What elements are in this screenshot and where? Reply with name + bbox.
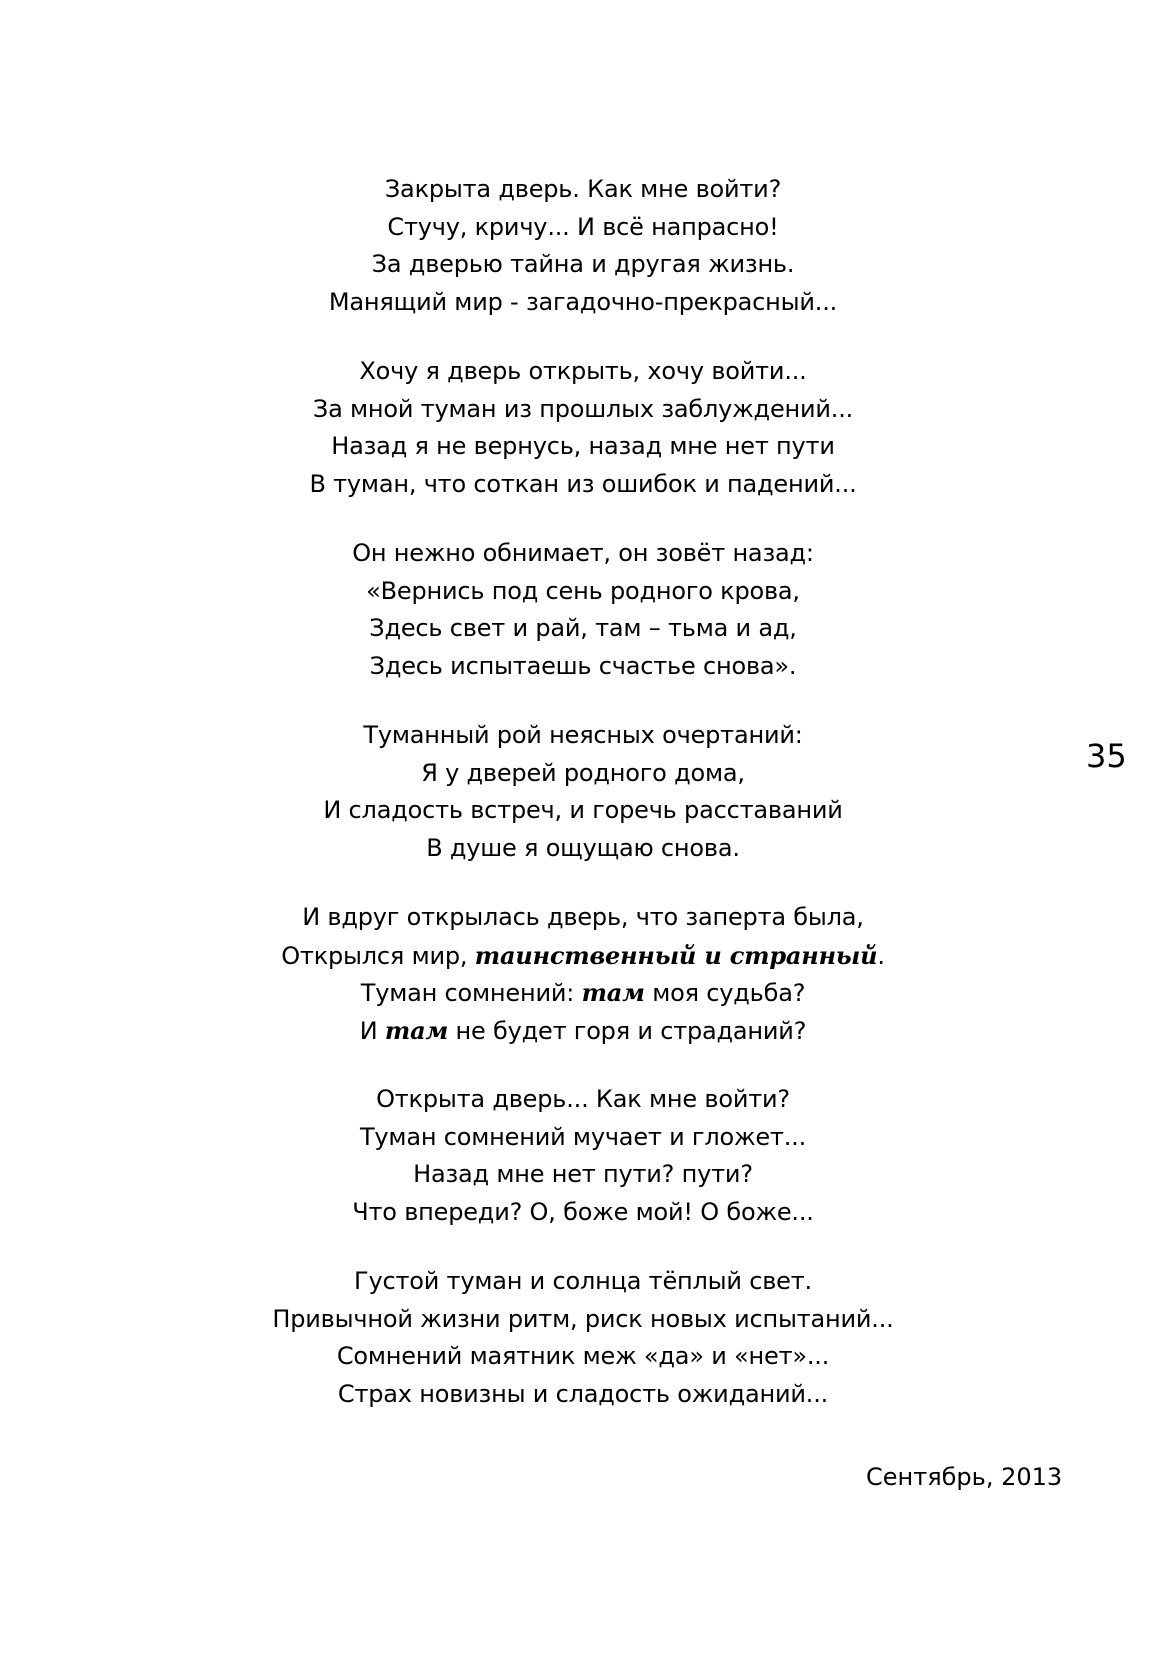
line-text: Здесь свет и рай, там – тьма и ад, bbox=[369, 614, 797, 642]
poem-line bbox=[0, 1194, 1166, 1232]
poem-line bbox=[0, 535, 1166, 573]
line-text: Открылся мир, bbox=[281, 941, 475, 970]
stanza bbox=[0, 1263, 1166, 1413]
poem-line bbox=[0, 792, 1166, 830]
line-text: Я у дверей родного дома, bbox=[421, 758, 745, 787]
poem-line bbox=[0, 573, 1166, 611]
line-text: Густой туман и солнца тёплый свет. bbox=[354, 1267, 812, 1295]
line-text: И bbox=[359, 1016, 385, 1045]
poem-body bbox=[0, 171, 1166, 1445]
line-text: Туманный рой неясных очертаний: bbox=[363, 721, 803, 749]
poem-line bbox=[0, 1301, 1166, 1339]
line-text: Открыта дверь... Как мне войти? bbox=[376, 1085, 790, 1113]
line-text: В туман, что соткан из ошибок и падений... bbox=[309, 469, 857, 498]
poem-line bbox=[0, 1081, 1166, 1119]
emphasized-text: там bbox=[384, 1015, 449, 1045]
line-text: не будет горя и страданий? bbox=[448, 1016, 807, 1045]
poem-date-signature: Сентябрь, 2013 bbox=[866, 1463, 1063, 1491]
line-text: Привычной жизни ритм, риск новых испытаний... bbox=[272, 1304, 894, 1333]
line-text: Назад я не вернусь, назад мне нет пути bbox=[331, 432, 835, 460]
line-text: Он нежно обнимает, он зовёт назад: bbox=[352, 539, 814, 567]
poem-line bbox=[0, 171, 1166, 209]
poem-line bbox=[0, 284, 1166, 322]
line-text: Манящий мир - загадочно-прекрасный... bbox=[328, 287, 838, 316]
stanza bbox=[0, 717, 1166, 867]
line-text: Закрыта дверь. Как мне войти? bbox=[384, 175, 782, 203]
emphasized-text: таинственный и странный bbox=[474, 940, 878, 970]
poem-line bbox=[0, 1119, 1166, 1157]
line-text: За мной туман из прошлых заблуждений... bbox=[312, 394, 854, 423]
line-text: В душе я ощущаю снова. bbox=[426, 833, 740, 862]
poem-line bbox=[0, 353, 1166, 391]
poem-line bbox=[0, 1376, 1166, 1414]
poem-line bbox=[0, 428, 1166, 466]
stanza bbox=[0, 899, 1166, 1049]
line-text: . bbox=[877, 941, 885, 970]
line-text: Сомнений маятник меж «да» и «нет»... bbox=[336, 1342, 830, 1370]
line-text: «Вернись под сень родного крова, bbox=[366, 576, 800, 605]
poem-line bbox=[0, 830, 1166, 868]
line-text: За дверью тайна и другая жизнь. bbox=[371, 250, 795, 278]
line-text: Что впереди? О, боже мой! О боже... bbox=[352, 1197, 814, 1226]
page-number: 35 bbox=[1086, 737, 1127, 775]
poem-line bbox=[0, 937, 1166, 975]
poem-line bbox=[0, 1263, 1166, 1301]
stanza bbox=[0, 535, 1166, 685]
line-text: Хочу я дверь открыть, хочу войти... bbox=[359, 357, 807, 385]
poem-line bbox=[0, 1338, 1166, 1376]
poem-line bbox=[0, 755, 1166, 793]
poem-line bbox=[0, 209, 1166, 247]
stanza bbox=[0, 353, 1166, 503]
stanza bbox=[0, 171, 1166, 321]
poem-line bbox=[0, 246, 1166, 284]
poem-line bbox=[0, 899, 1166, 937]
poem-line bbox=[0, 466, 1166, 504]
line-text: И сладость встреч, и горечь расставаний bbox=[323, 796, 843, 824]
poem-line bbox=[0, 717, 1166, 755]
poem-line bbox=[0, 610, 1166, 648]
emphasized-text: там bbox=[581, 978, 645, 1007]
line-text: Туман сомнений мучает и гложет... bbox=[359, 1122, 807, 1151]
poem-line bbox=[0, 974, 1166, 1012]
line-text: Страх новизны и сладость ожиданий... bbox=[337, 1379, 829, 1408]
line-text: Стучу, кричу... И всё напрасно! bbox=[387, 212, 779, 241]
line-text: Назад мне нет пути? пути? bbox=[413, 1160, 753, 1188]
line-text: Здесь испытаешь счастье снова». bbox=[369, 651, 797, 680]
line-text: Туман сомнений: bbox=[360, 979, 582, 1007]
stanza bbox=[0, 1081, 1166, 1231]
poem-line bbox=[0, 391, 1166, 429]
line-text: моя судьба? bbox=[644, 979, 806, 1007]
poem-line bbox=[0, 1012, 1166, 1050]
line-text: И вдруг открылась дверь, что заперта была, bbox=[302, 903, 864, 931]
poem-line bbox=[0, 648, 1166, 686]
poem-line bbox=[0, 1156, 1166, 1194]
